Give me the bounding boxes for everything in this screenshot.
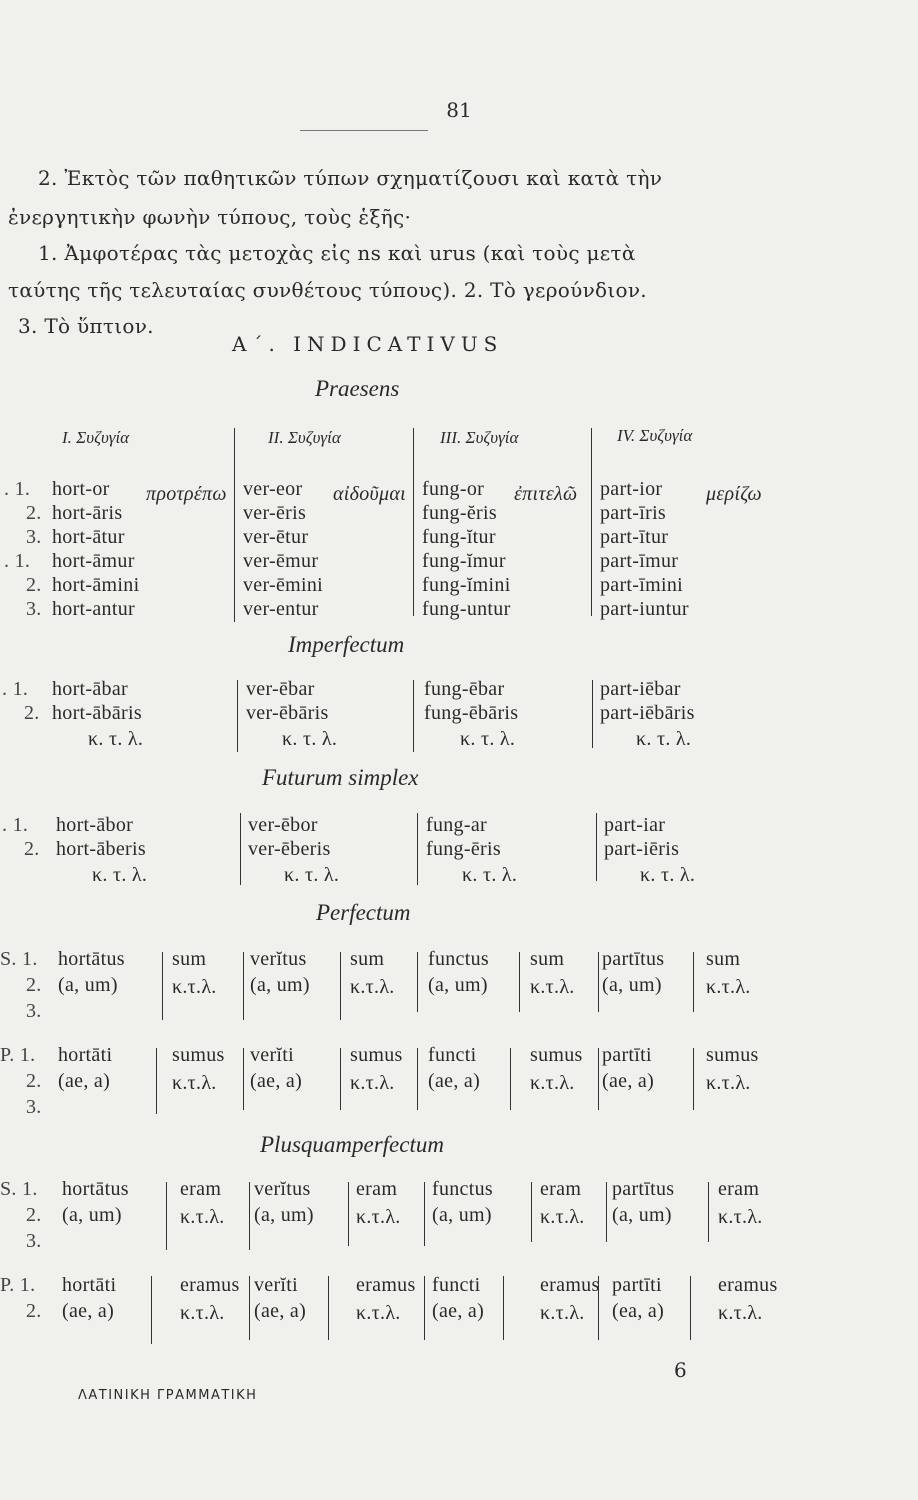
column-divider [510,1048,511,1110]
verb-form: hort-or [52,478,110,500]
etc-mark: κ. τ. λ. [640,864,696,886]
etc-mark: κ.τ.λ. [718,1302,763,1324]
running-footer: ΛΑΤΙΝΙΚΗ ΓΡΑΜΜΑΤΙΚΗ [78,1388,258,1403]
verb-form: part-iēbāris [600,702,695,724]
verb-form: part-īmini [600,574,683,596]
participle-form: functus [428,948,489,970]
row-label: 2. [26,502,42,524]
verb-form: fung-or [422,478,485,500]
gloss-translation: μερίζω [706,483,762,505]
auxiliary-form: sumus [172,1044,225,1066]
row-label: . 1. [4,478,31,500]
etc-mark: κ.τ.λ. [180,1302,225,1324]
participle-form: (ae, a) [62,1300,115,1322]
column-divider [693,952,694,1012]
participle-form: (ae, a) [432,1300,485,1322]
participle-form: partītus [612,1178,675,1200]
row-label: 2. [26,1070,42,1092]
etc-mark: κ.τ.λ. [706,976,751,998]
row-label: 3. [26,1230,42,1252]
etc-mark: κ. τ. λ. [460,728,516,750]
verb-form: ver-eor [243,478,303,500]
col-header: III. Συζυγία [440,428,519,447]
verb-form: fung-ar [426,814,487,836]
etc-mark: κ. τ. λ. [462,864,518,886]
column-divider [598,952,599,1012]
etc-mark: κ.τ.λ. [530,1072,575,1094]
column-divider [340,1048,341,1110]
verb-form: part-ior [600,478,663,500]
etc-mark: κ.τ.λ. [180,1206,225,1228]
etc-mark: κ. τ. λ. [282,728,338,750]
verb-form: fung-ĭmur [422,550,506,572]
participle-form: (a, um) [428,974,488,996]
column-divider [708,1182,709,1242]
intro-line: 1. Ἀμφοτέρας τὰς μετοχὰς εἰς ns καὶ urus (καὶ τοὺς μετὰ [38,241,636,265]
row-label: 2. [24,702,40,724]
participle-form: (ae, a) [602,1070,655,1092]
participle-form: (a, um) [612,1204,672,1226]
verb-form: part-īris [600,502,667,524]
gloss-translation: ἐπιτελῶ [514,483,578,505]
participle-form: (ae, a) [250,1070,303,1092]
verb-form: ver-ēmur [243,550,319,572]
column-divider [413,428,414,616]
auxiliary-form: sumus [706,1044,759,1066]
intro-line: 2. Ἐκτὸς τῶν παθητικῶν τύπων σχηματίζουσι καὶ κατὰ τὴν [38,166,663,190]
column-divider [531,1182,532,1242]
participle-form: verĭti [250,1044,295,1066]
column-divider [234,428,235,622]
col-header: I. Συζυγία [62,428,130,447]
auxiliary-form: eram [540,1178,582,1200]
row-label: 3. [26,1000,42,1022]
participle-form: verĭti [254,1274,299,1296]
column-divider [606,1182,607,1242]
signature-mark: 6 [674,1358,687,1382]
column-divider [348,1182,349,1246]
etc-mark: κ.τ.λ. [350,976,395,998]
verb-form: hort-ātur [52,526,125,548]
column-divider [417,952,418,1012]
futurum-title: Futurum simplex [262,765,419,790]
verb-form: part-iēbar [600,678,681,700]
row-label: 3. [26,598,42,620]
column-divider [243,1048,244,1110]
participle-form: hortātus [62,1178,129,1200]
column-divider [417,1048,418,1110]
column-divider [249,1276,250,1340]
verb-form: part-ītur [600,526,669,548]
column-divider [424,1182,425,1246]
etc-mark: κ.τ.λ. [356,1206,401,1228]
verb-form: fung-ēbar [424,678,505,700]
verb-form: hort-ābāris [52,702,142,724]
row-label: 3. [26,526,42,548]
verb-form: hort-antur [52,598,135,620]
participle-form: functi [432,1274,481,1296]
praesens-title: Praesens [315,376,400,401]
participle-form: partītus [602,948,665,970]
column-divider [591,428,592,616]
column-divider [162,952,163,1020]
verb-form: ver-ēbāris [246,702,329,724]
etc-mark: κ. τ. λ. [92,864,148,886]
verb-form: hort-āmini [52,574,140,596]
auxiliary-form: sum [350,948,385,970]
participle-form: functus [432,1178,493,1200]
verb-form: ver-ētur [243,526,309,548]
etc-mark: κ.τ.λ. [172,976,217,998]
column-divider [693,1048,694,1110]
row-label: 2. [26,1204,42,1226]
row-label: S. 1. [0,1178,38,1200]
row-label: 3. [26,1096,42,1118]
participle-form: partīti [612,1274,662,1296]
verb-form: hort-āberis [56,838,146,860]
column-divider [249,1182,250,1250]
row-label: . 1. [4,550,31,572]
participle-form: (ae, a) [58,1070,111,1092]
etc-mark: κ.τ.λ. [350,1072,395,1094]
participle-form: hortāti [58,1044,113,1066]
participle-form: verĭtus [254,1178,311,1200]
row-label: 2. [26,1300,42,1322]
participle-form: (a, um) [602,974,662,996]
column-divider [156,1048,157,1114]
row-label: 2. [26,574,42,596]
participle-form: partīti [602,1044,652,1066]
verb-form: fung-ēbāris [424,702,519,724]
column-divider [328,1276,329,1340]
column-divider [340,952,341,1020]
imperfectum-title: Imperfectum [288,632,405,657]
participle-form: (a, um) [254,1204,314,1226]
verb-form: part-iēris [604,838,680,860]
participle-form: verĭtus [250,948,307,970]
verb-form: fung-untur [422,598,511,620]
etc-mark: κ.τ.λ. [530,976,575,998]
row-label: . 1. [2,678,29,700]
verb-form: fung-ĕris [422,502,497,524]
verb-form: hort-āris [52,502,123,524]
auxiliary-form: sumus [530,1044,583,1066]
etc-mark: κ.τ.λ. [172,1072,217,1094]
column-divider [237,680,238,752]
auxiliary-form: eramus [718,1274,778,1296]
row-label: P. 1. [0,1274,36,1296]
column-divider [592,680,593,748]
column-divider [417,813,418,885]
verb-form: part-iar [604,814,666,836]
page-number: 81 [446,98,472,122]
verb-form: ver-ēberis [248,838,331,860]
verb-form: hort-ābar [52,678,128,700]
participle-form: hortāti [62,1274,117,1296]
row-label: . 1. [2,814,29,836]
participle-form: hortātus [58,948,125,970]
verb-form: ver-ēbar [246,678,315,700]
auxiliary-form: eramus [356,1274,416,1296]
verb-form: ver-ēris [243,502,307,524]
column-divider [151,1276,152,1344]
etc-mark: κ.τ.λ. [718,1206,763,1228]
verb-form: fung-ēris [426,838,501,860]
participle-form: (a, um) [432,1204,492,1226]
gloss-translation: προτρέπω [146,483,227,505]
column-divider [424,1276,425,1340]
auxiliary-form: eram [180,1178,222,1200]
participle-form: (ea, a) [612,1300,665,1322]
intro-line: 3. Τὸ ὕπτιον. [18,314,154,338]
verb-form: part-iuntur [600,598,689,620]
column-divider [519,952,520,1012]
column-divider [598,1276,599,1340]
auxiliary-form: eramus [180,1274,240,1296]
row-label: 2. [26,974,42,996]
section-heading: Α΄. INDICATIVUS [232,332,504,356]
auxiliary-form: sum [172,948,207,970]
auxiliary-form: eramus [540,1274,600,1296]
verb-form: fung-ĭmini [422,574,511,596]
verb-form: ver-entur [243,598,319,620]
etc-mark: κ. τ. λ. [284,864,340,886]
participle-form: (ae, a) [254,1300,307,1322]
auxiliary-form: eram [356,1178,398,1200]
column-divider [240,813,241,885]
column-divider [243,952,244,1020]
row-label: S. 1. [0,948,38,970]
gloss-translation: αἰδοῦμαι [333,483,407,505]
page-number-rule [300,130,428,131]
etc-mark: κ.τ.λ. [540,1302,585,1324]
participle-form: functi [428,1044,477,1066]
intro-line: ταύτης τῆς τελευταίας συνθέτους τύπους). 2. Τὸ γερούνδιον. [8,278,647,302]
column-divider [598,1048,599,1110]
column-divider [166,1182,167,1250]
auxiliary-form: sum [706,948,741,970]
participle-form: (a, um) [58,974,118,996]
intro-line: ἐνεργητικὴν φωνὴν τύπους, τοὺς ἑξῆς· [8,205,412,229]
etc-mark: κ.τ.λ. [706,1072,751,1094]
etc-mark: κ. τ. λ. [88,728,144,750]
participle-form: (ae, a) [428,1070,481,1092]
column-divider [690,1276,691,1340]
etc-mark: κ. τ. λ. [636,728,692,750]
auxiliary-form: sum [530,948,565,970]
row-label: 2. [24,838,40,860]
verb-form: hort-ābor [56,814,134,836]
verb-form: fung-ĭtur [422,526,496,548]
verb-form: ver-ēbor [248,814,318,836]
column-divider [503,1276,504,1340]
row-label: P. 1. [0,1044,36,1066]
verb-form: part-īmur [600,550,679,572]
participle-form: (a, um) [250,974,310,996]
col-header: II. Συζυγία [268,428,341,447]
col-header: IV. Συζυγία [617,426,693,445]
verb-form: hort-āmur [52,550,135,572]
auxiliary-form: eram [718,1178,760,1200]
column-divider [596,813,597,881]
auxiliary-form: sumus [350,1044,403,1066]
plusquamperfectum-title: Plusquamperfectum [260,1132,444,1157]
perfectum-title: Perfectum [316,900,411,925]
column-divider [413,680,414,752]
etc-mark: κ.τ.λ. [540,1206,585,1228]
verb-form: ver-ēmini [243,574,324,596]
participle-form: (a, um) [62,1204,122,1226]
etc-mark: κ.τ.λ. [356,1302,401,1324]
